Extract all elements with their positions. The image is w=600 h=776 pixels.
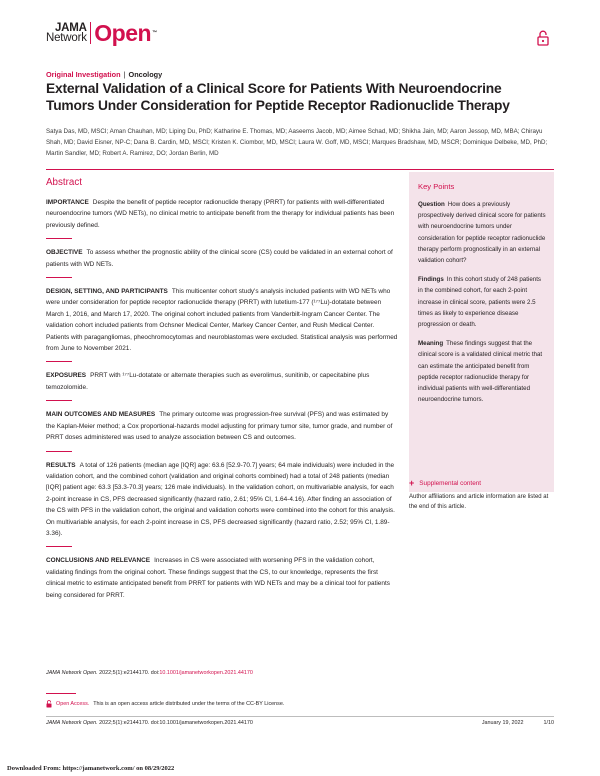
jama-network-open-logo [46, 22, 157, 44]
abstract-outcomes: MAIN OUTCOMES AND MEASURES The primary outcome was progression-free survival (PFS) and was estimated by the Kaplan-Meier method; a Cox proportional-hazards model adjusting for primary tumor site, tumor grade, and number of PRRT doses administered was used to analyze association between CS and outcomes. [46, 411, 393, 442]
citation-line: JAMA Network Open. 2022;5(1):e2144170. doi:10.1001/jamanetworkopen.2021.44170 [46, 670, 253, 676]
article-type-separator: | [123, 70, 126, 79]
footer-divider [46, 716, 554, 717]
section-divider [46, 546, 72, 547]
abstract-objective: OBJECTIVE To assess whether the prognostic ability of the clinical score (CS) could be validated in an external cohort of patients with WD NETs. [46, 249, 393, 268]
key-point-findings: Findings In this cohort study of 248 patients in the combined cohort, for each 2-point increase in clinical score, patients were 2.5 times as likely to experience disease progression or death. [418, 276, 542, 329]
supplemental-content-label: Supplemental content [419, 479, 482, 487]
key-points-heading: Key Points [418, 182, 455, 191]
footer-citation: JAMA Network Open. 2022;5(1):e2144170. doi:10.1001/jamanetworkopen.2021.44170 [46, 720, 253, 726]
logo-jama: JAMA [54, 22, 87, 34]
logo-wordmark [46, 23, 87, 43]
header-divider [46, 169, 554, 170]
footer-meta [462, 720, 554, 726]
article-type-line [46, 70, 162, 79]
article-type: Original Investigation [46, 70, 121, 79]
section-divider [46, 361, 72, 362]
supplemental-content-link[interactable] [409, 478, 481, 488]
open-lock-icon [46, 700, 52, 708]
footer-date: January 19, 2022 [481, 720, 524, 726]
abstract-conclusions: CONCLUSIONS AND RELEVANCE Increases in CS were associated with worsening PFS in the validation cohort, validating findings from the original cohort. These findings suggest that the CS, to our knowledge, represents the first clinical metric to estimate anticipated benefit from PRRT for patients with WD NETs and may be a clinical tool for patients being considered for PRRT. [46, 557, 390, 599]
author-affiliations-note: Author affiliations and article information are listed at the end of this article. [409, 494, 549, 510]
open-access-note [46, 700, 284, 708]
page-number: 1/10 [543, 720, 554, 726]
key-point-meaning: Meaning These findings suggest that the clinical score is a validated clinical metric that can estimate the anticipated benefit from peptide receptor radionuclide therapy for individual patients with well-differentiated neuroendocrine tumors. [418, 340, 543, 404]
author-list: Satya Das, MD, MSCI; Aman Chauhan, MD; Liping Du, PhD; Katharine E. Thomas, MD; Aaseems Jacob, MD; Aimee Schad, MD; Shikha Jain, MD; Aaron Jessop, MD, MBA; Chirayu Shah, MD; David Eisner, NP-C; Dana B. Cardin, MD, MSCI; Kristen K. Ciombor, MD, MSCI; Laura W. Goff, MD, MSCI; Marques Bradshaw, MD, MSCR; Dominique Delbeke, MD, PhD; Martin Sandler, MD; Robert A. Ramirez, DO; Jordan Berlin, MD [46, 128, 548, 157]
article-title: External Validation of a Clinical Score for Patients With Neuroendocrine Tumors Under Consideration for Peptide Receptor Radionuclide Therapy [46, 81, 510, 113]
abstract [46, 177, 398, 601]
logo-divider [90, 22, 92, 44]
open-access-text: This is an open access article distributed under the terms of the CC-BY License. [93, 701, 285, 707]
section-divider [46, 451, 72, 452]
open-lock-icon [537, 30, 549, 46]
abstract-results: RESULTS A total of 126 patients (median age [IQR] age: 63.6 [52.9-70.7] years; 64 male individuals) were included in the validation cohort, and the combined cohort (validation and original cohorts combined) had a total of 248 patients (median [IQR] patient age: 63.3 [53.3-70.3] years; 126 male individuals). In the validation cohort, on multivariable analysis, for each 2-point increase in CS, PFS decreased significantly (hazard ratio, 2.61; 95% CI, 1.64-4.16). After finding an association of the CS with PFS in the validation cohort, the original and validation cohorts were combined into the cohort for this analysis. On multivariable analysis, for each 2-point increase in CS, PFS decreased significantly (hazard ratio, 2.52; 95% CI, 1.89-3.36). [46, 461, 395, 537]
abstract-heading: Abstract [46, 177, 82, 188]
key-points-box [409, 172, 554, 492]
key-point-question: Question How does a previously prospectively derived clinical score for patients with neuroendocrine tumors under consideration for peptide receptor radionuclide therapy perform prognostically in an external validation cohort? [418, 201, 546, 265]
plus-icon: + [409, 478, 415, 488]
citation-divider [46, 693, 76, 694]
abstract-exposures: EXPOSURES PRRT with ¹⁷⁷Lu-dotatate or alternate therapies such as everolimus, sunitinib, or capecitabine plus temozolomide. [46, 372, 370, 391]
section-divider [46, 238, 72, 239]
open-access-label: Open Access. [56, 701, 90, 707]
download-stamp: Downloaded From: https://jamanetwork.com/ on 08/29/2022 [7, 765, 175, 772]
logo-network: Network [46, 32, 87, 44]
doi-link[interactable]: 10.1001/jamanetworkopen.2021.44170 [159, 670, 253, 676]
article-subject: Oncology [128, 70, 163, 79]
abstract-design: DESIGN, SETTING, AND PARTICIPANTS This multicenter cohort study's analysis included patients with WD NETs who were under consideration for peptide receptor radionuclide therapy (PRRT) with lutetium-177 (¹⁷⁷Lu)-dotatate between March 1, 2016, and March 17, 2020. The original cohort included patients from Vanderbilt-Ingram Cancer Center. The validation cohort included patients from Ochsner Medical Center, Markey Cancer Center, and Rush Medical Center. Patients with paragangliomas, pheochromocytomas and neuroblastomas were excluded. Statistical analysis was performed from June to November 2021. [46, 288, 398, 353]
section-divider [46, 277, 72, 278]
section-divider [46, 400, 72, 401]
logo-open: Open™ [94, 20, 157, 46]
abstract-importance: IMPORTANCE Despite the benefit of peptide receptor radionuclide therapy (PRRT) for patients with well-differentiated neuroendocrine tumors (WD NETs), no clinical metric to anticipate benefit from the therapy for individual patients has been previously defined. [46, 199, 395, 229]
